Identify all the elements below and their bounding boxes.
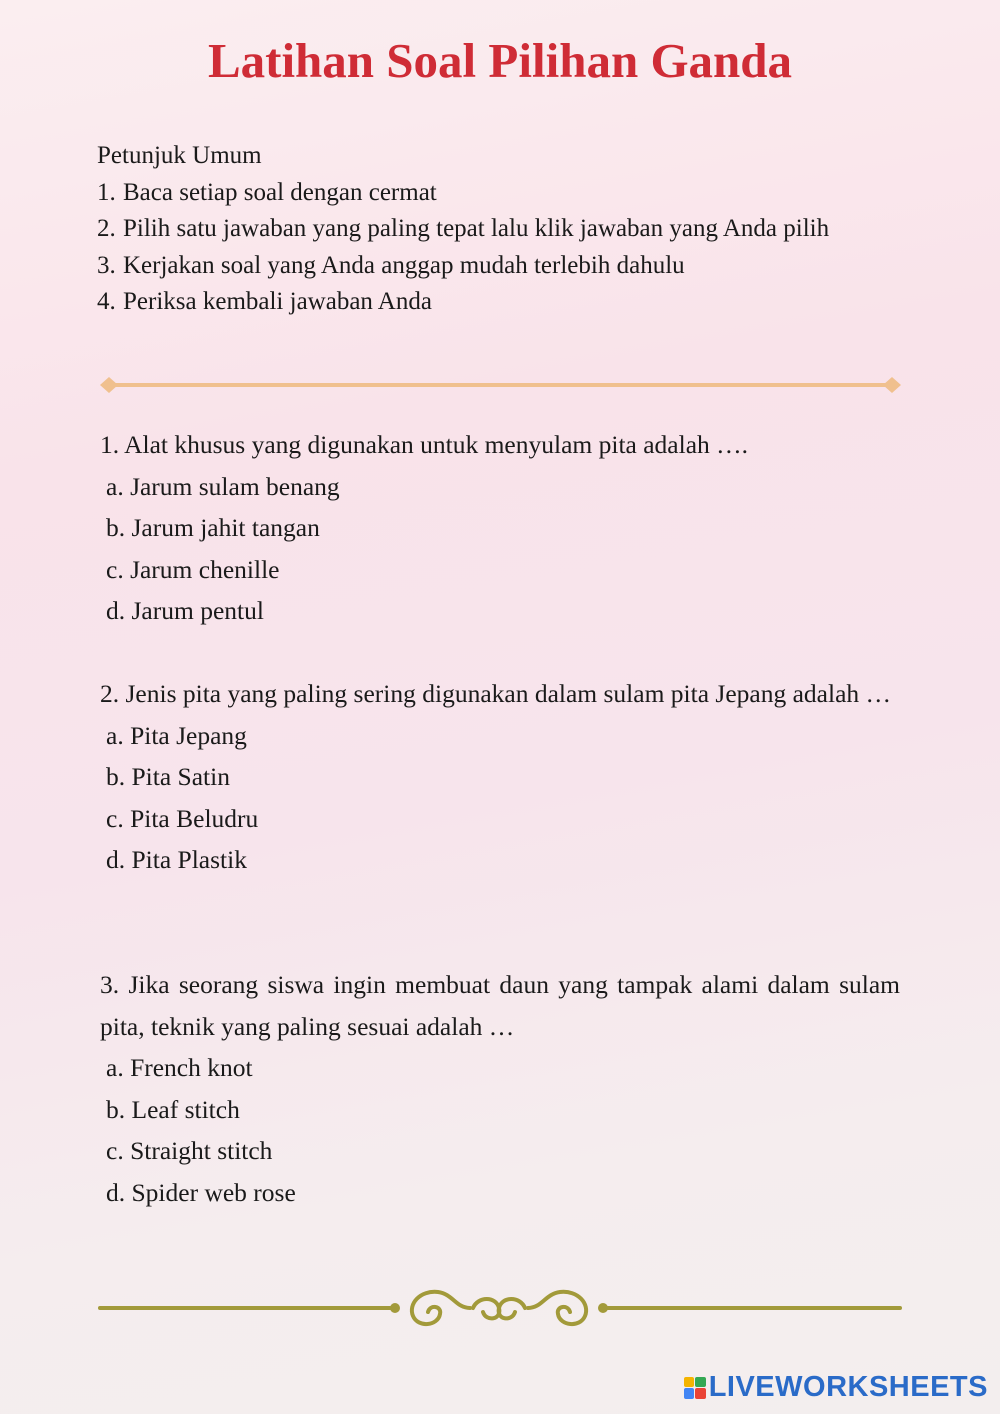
divider-right-diamond — [883, 377, 901, 393]
instruction-text: Baca setiap soal dengan cermat — [123, 178, 437, 206]
instructions-heading: Petunjuk Umum — [97, 142, 262, 169]
question-stem: 3. Jika seorang siswa ingin membuat daun yang tampak alami dalam sulam pita, teknik yang paling sesuai adalah … — [100, 970, 900, 1041]
answer-option-d[interactable]: d. Spider web rose — [106, 1177, 296, 1207]
bottom-ornament-divider — [98, 1284, 903, 1332]
question-1 — [100, 424, 900, 632]
top-divider — [98, 374, 903, 396]
instruction-text: Kerjakan soal yang Anda anggap mudah terlebih dahulu — [123, 251, 685, 279]
instruction-number: 1. — [97, 178, 116, 206]
question-stem: 1. Alat khusus yang digunakan untuk menyulam pita adalah …. — [100, 430, 749, 459]
answer-option-a[interactable]: a. Pita Jepang — [106, 720, 247, 750]
answer-option-b[interactable]: b. Jarum jahit tangan — [106, 513, 320, 542]
instruction-number: 2. — [97, 215, 116, 242]
instruction-number: 4. — [97, 288, 116, 315]
answer-option-d[interactable]: d. Pita Plastik — [106, 845, 247, 874]
answer-option-a[interactable]: a. French knot — [106, 1053, 253, 1082]
question-3 — [100, 964, 900, 1213]
question-2 — [100, 673, 900, 881]
brand-name: LIVEWORKSHEETS — [708, 1371, 988, 1403]
page-title: Latihan Soal Pilihan Ganda — [207, 33, 793, 88]
answer-option-b[interactable]: b. Leaf stitch — [106, 1094, 240, 1124]
option-list — [100, 466, 900, 632]
option-list — [100, 1047, 900, 1213]
answer-option-c[interactable]: c. Straight stitch — [106, 1136, 273, 1165]
instruction-item — [97, 211, 900, 248]
answer-option-c[interactable]: c. Pita Beludru — [106, 803, 259, 833]
liveworksheets-logo — [684, 1371, 988, 1404]
instruction-number: 3. — [97, 251, 116, 279]
instruction-text: Pilih satu jawaban yang paling tepat lalu klik jawaban yang Anda pilih — [123, 215, 830, 242]
instructions-list — [97, 175, 900, 321]
instructions-block — [97, 138, 900, 321]
answer-option-d[interactable]: d. Jarum pentul — [106, 596, 264, 625]
answer-option-c[interactable]: c. Jarum chenille — [106, 554, 280, 584]
instruction-item — [97, 175, 900, 212]
divider-left-diamond — [100, 377, 118, 393]
answer-option-b[interactable]: b. Pita Satin — [106, 762, 230, 791]
liveworksheets-logo-icon — [684, 1377, 706, 1399]
instruction-item — [97, 284, 900, 321]
answer-option-a[interactable]: a. Jarum sulam benang — [106, 471, 340, 501]
instruction-item — [97, 248, 900, 285]
instruction-text: Periksa kembali jawaban Anda — [123, 288, 432, 315]
option-list — [100, 715, 900, 881]
question-stem: 2. Jenis pita yang paling sering digunakan dalam sulam pita Jepang adalah … — [100, 679, 892, 708]
